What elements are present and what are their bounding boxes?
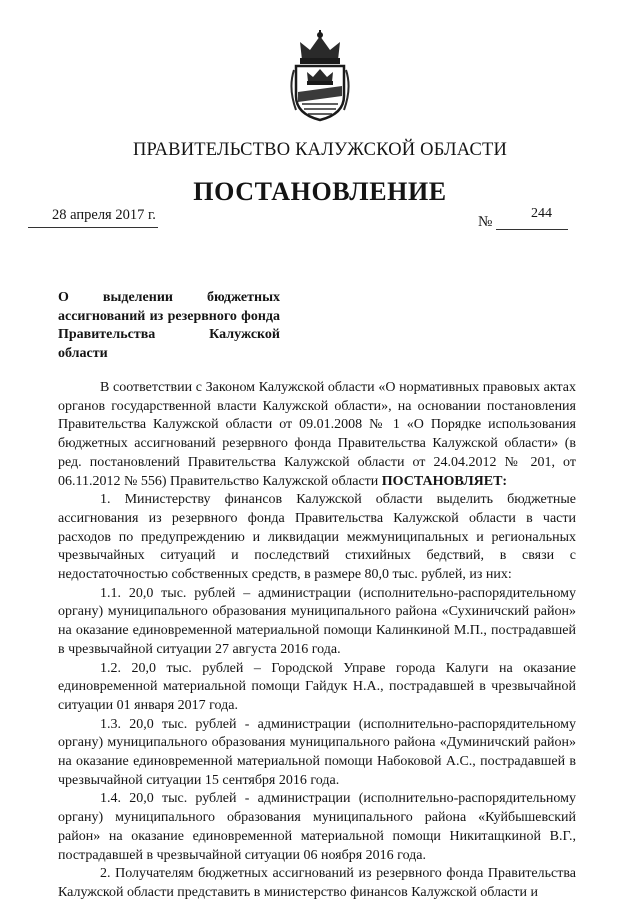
number-underline: [496, 229, 568, 230]
subject-line: ассигнований из резервного фонда: [58, 308, 280, 324]
date-underline: [28, 227, 158, 228]
decree-word: ПОСТАНОВЛЯЕТ:: [381, 473, 508, 489]
subject-line: Правительства Калужской: [58, 327, 280, 342]
preamble-paragraph: [58, 379, 576, 491]
subject-line: области: [58, 345, 108, 361]
subject-line: О выделении бюджетных: [58, 290, 280, 305]
document-body: [58, 379, 576, 903]
kaluga-oblast-coat-of-arms-icon: [288, 30, 352, 122]
document-number: 244: [531, 206, 552, 221]
body-paragraph: 1.2. 20,0 тыс. рублей – Городской Управе города Калуги на оказание единовременной материальной помощи Гайдук Н.А., пострадавшей в чрезвычайной ситуации 01 января 2017 года.: [58, 660, 576, 713]
preamble-text: В соответствии с Законом Калужской области «О нормативных правовых актах органов государственной власти Калужской области», на основании постановления Правительства Калужской области от 09.01.2008 № 1 «О Порядке использования бюджетных ассигнований резервного фонда Правительства Калужской области» (в ред. постановлений Правительства Калужской области от 24.04.2012 № 201, от 06.11.2012 № 556) Правительство Калужской области: [58, 380, 576, 489]
body-paragraph: 1.4. 20,0 тыс. рублей - администрации (исполнительно-распорядительному органу) муниципального образования муниципального района «Куйбышевский район» на оказание единовременной материальной помощи Никитащкиной В.Г., пострадавшей в чрезвычайной ситуации 06 ноября 2016 года.: [58, 791, 576, 863]
government-title: ПРАВИТЕЛЬСТВО КАЛУЖСКОЙ ОБЛАСТИ: [132, 140, 508, 160]
document-subject: [58, 289, 280, 363]
body-paragraph: 1.1. 20,0 тыс. рублей – администрации (исполнительно-распорядительному органу) муниципального образования муниципального района «Сухиничский район» на оказание единовременной материальной помощи Калинкиной М.П., пострадавшей в чрезвычайной ситуации 27 августа 2016 года.: [58, 585, 576, 657]
document-type: ПОСТАНОВЛЕНИЕ: [193, 177, 447, 206]
body-paragraph: 1. Министерству финансов Калужской области выделить бюджетные ассигнования из резервного фонда Правительства Калужской области в части расходов по предупреждению и ликвидации межмуниципальных и региональных чрезвычайных ситуаций и последствий стихийных бедствий, в связи с недостаточностью собственных средств, в размере 80,0 тыс. рублей, из них:: [58, 492, 576, 583]
body-paragraph: 2. Получателям бюджетных ассигнований из резервного фонда Правительства Калужской области представить в министерство финансов Калужской области и: [58, 866, 576, 900]
number-label: №: [478, 214, 493, 230]
document-date: 28 апреля 2017 г.: [52, 207, 156, 223]
body-paragraph: 1.3. 20,0 тыс. рублей - администрации (исполнительно-распорядительному органу) муниципального образования муниципального района «Думиничский район» на оказание единовременной материальной помощи Набоковой А.С., пострадавшей в чрезвычайной ситуации 15 сентября 2016 года.: [58, 716, 576, 788]
